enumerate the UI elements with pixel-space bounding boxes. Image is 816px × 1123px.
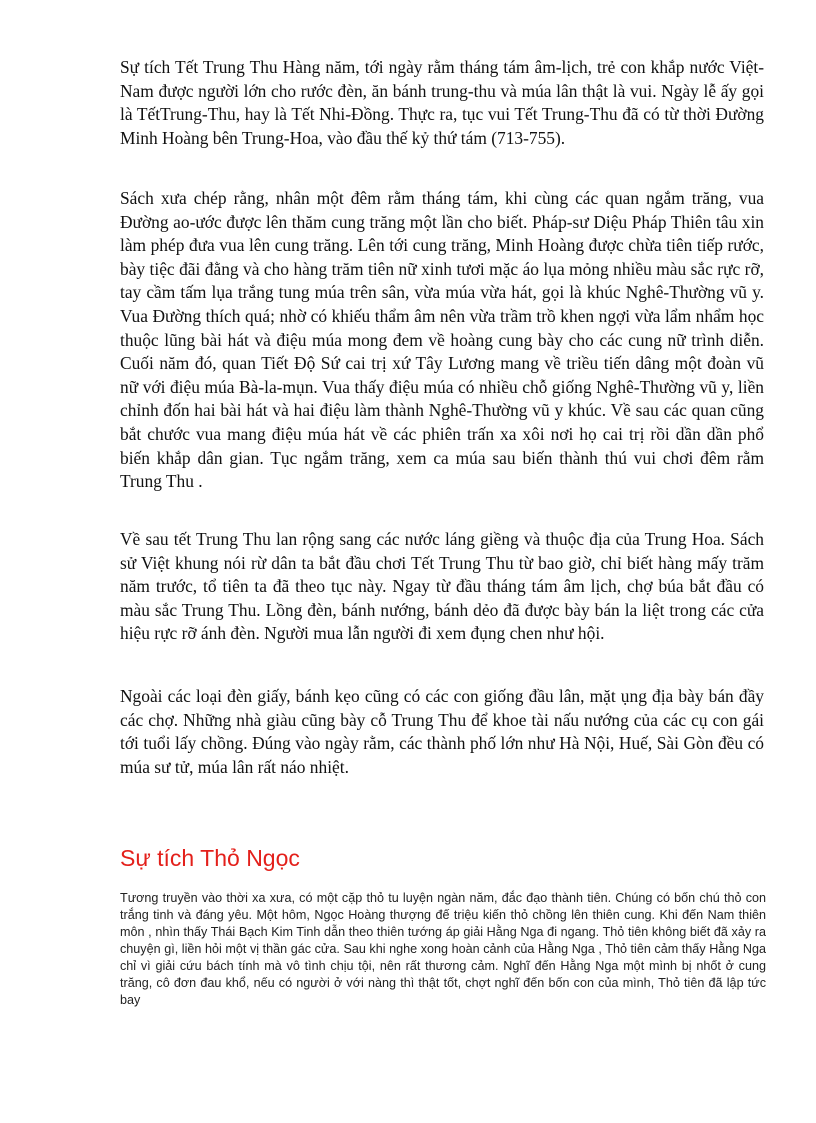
paragraph-text: Sự tích Tết Trung Thu Hàng năm, tới ngày rằm tháng tám âm-lịch, trẻ con khắp nước Việt-Nam được người lớn cho rước đèn, ăn bánh trung-thu và múa lân thật là vui. Ngày lễ ấy gọi là TếtTrung-Thu, hay là Tết Nhi-Đồng. Thực ra, tục vui Tết Trung-Thu đã có từ thời Đường Minh Hoàng bên Trung-Hoa, vào đầu thế kỷ thứ tám (713-755). [120, 57, 764, 148]
paragraph-text: Sách xưa chép rằng, nhân một đêm rằm tháng tám, khi cùng các quan ngắm trăng, vua Đường ao-ước được lên thăm cung trăng một lần cho biết. Pháp-sư Diệu Pháp Thiên tâu xin làm phép đưa vua lên cung trăng. Lên tới cung trăng, Minh Hoàng được chừa tiên tiếp rước, bày tiệc đãi đằng và cho hàng trăm tiên nữ xinh tươi mặc áo lụa mỏng nhiều màu sắc rực rỡ, tay cầm tấm lụa trắng tung múa trên sân, vừa múa vừa hát, gọi là khúc Nghê-Thường vũ y. Vua Đường thích quá; nhờ có khiếu thẩm âm nên vừa trầm trồ khen ngợi vừa lẩm nhẩm học thuộc lũng bài hát và điệu múa mong đem về hoàng cung bày cho các cung nữ trình diễn. Cuối năm đó, quan Tiết Độ Sứ cai trị xứ Tây Lương mang về triều tiến dâng một đoàn vũ nữ với điệu múa Bà-la-mụn. Vua thấy điệu múa có nhiều chỗ giống Nghê-Thường vũ y, liền chỉnh đốn hai bài hát và hai điệu làm thành Nghê-Thường vũ y khúc. Về sau các quan cũng bắt chước vua mang điệu múa hát về các phiên trấn xa xôi nơi họ cai trị rồi dần dần phổ biến khắp dân gian. Tục ngắm trăng, xem ca múa sau biến thành thú vui chơi đêm rằm Trung Thu . [120, 188, 764, 492]
paragraph-festivities [120, 685, 764, 779]
paragraph-spread [120, 528, 764, 646]
paragraph-text: Ngoài các loại đèn giấy, bánh kẹo cũng có các con giống đầu lân, mặt ụng địa bày bán đầy các chợ. Những nhà giàu cũng bày cỗ Trung Thu để khoe tài nấu nướng của các cụ con gái tới tuổi lấy chồng. Đúng vào ngày rằm, các thành phố lớn như Hà Nội, Huế, Sài Gòn đều có múa sư tử, múa lân rất náo nhiệt. [120, 686, 764, 777]
paragraph-origin [120, 56, 764, 150]
section-title: Sự tích Thỏ Ngọc [120, 845, 300, 871]
section-body: Tương truyền vào thời xa xưa, có một cặp thỏ tu luyện ngàn năm, đắc đạo thành tiên. Chúng có bốn chú thỏ con trắng tinh và đáng yêu. Một hôm, Ngọc Hoàng thượng đế triệu kiến thỏ chồng lên thiên cung. Khi đến Nam thiên môn , nhìn thấy Thái Bạch Kim Tinh dẫn theo thiên tướng áp giải Hằng Nga đi ngang. Thỏ tiên không biết đã xảy ra chuyện gì, liền hỏi một vị thần gác cửa. Sau khi nghe xong hoàn cảnh của Hằng Nga , Thỏ tiên cảm thấy Hằng Nga chỉ vì giải cứu bách tính mà vô tình chịu tội, nên rất thương cảm. Nghĩ đến Hằng Nga một mình bị nhốt ở cung trăng, cô đơn đau khổ, nếu có người ở với nàng thì thật tốt, chợt nghĩ đến bốn con của mình, Thỏ tiên đã lập tức bay [120, 891, 766, 1007]
paragraph-legend [120, 187, 764, 494]
paragraph-text: Về sau tết Trung Thu lan rộng sang các nước láng giềng và thuộc địa của Trung Hoa. Sách sử Việt khung nói rừ dân ta bắt đầu chơi Tết Trung Thu từ bao giờ, chỉ biết hàng mấy trăm năm trước, tổ tiên ta đã theo tục này. Ngay từ đầu tháng tám âm lịch, chợ búa bắt đầu có màu sắc Trung Thu. Lồng đèn, bánh nướng, bánh dẻo đã được bày bán la liệt trong các cửa hiệu rực rỡ ánh đèn. Người mua lẫn người đi xem đụng chen như hội. [120, 529, 764, 644]
